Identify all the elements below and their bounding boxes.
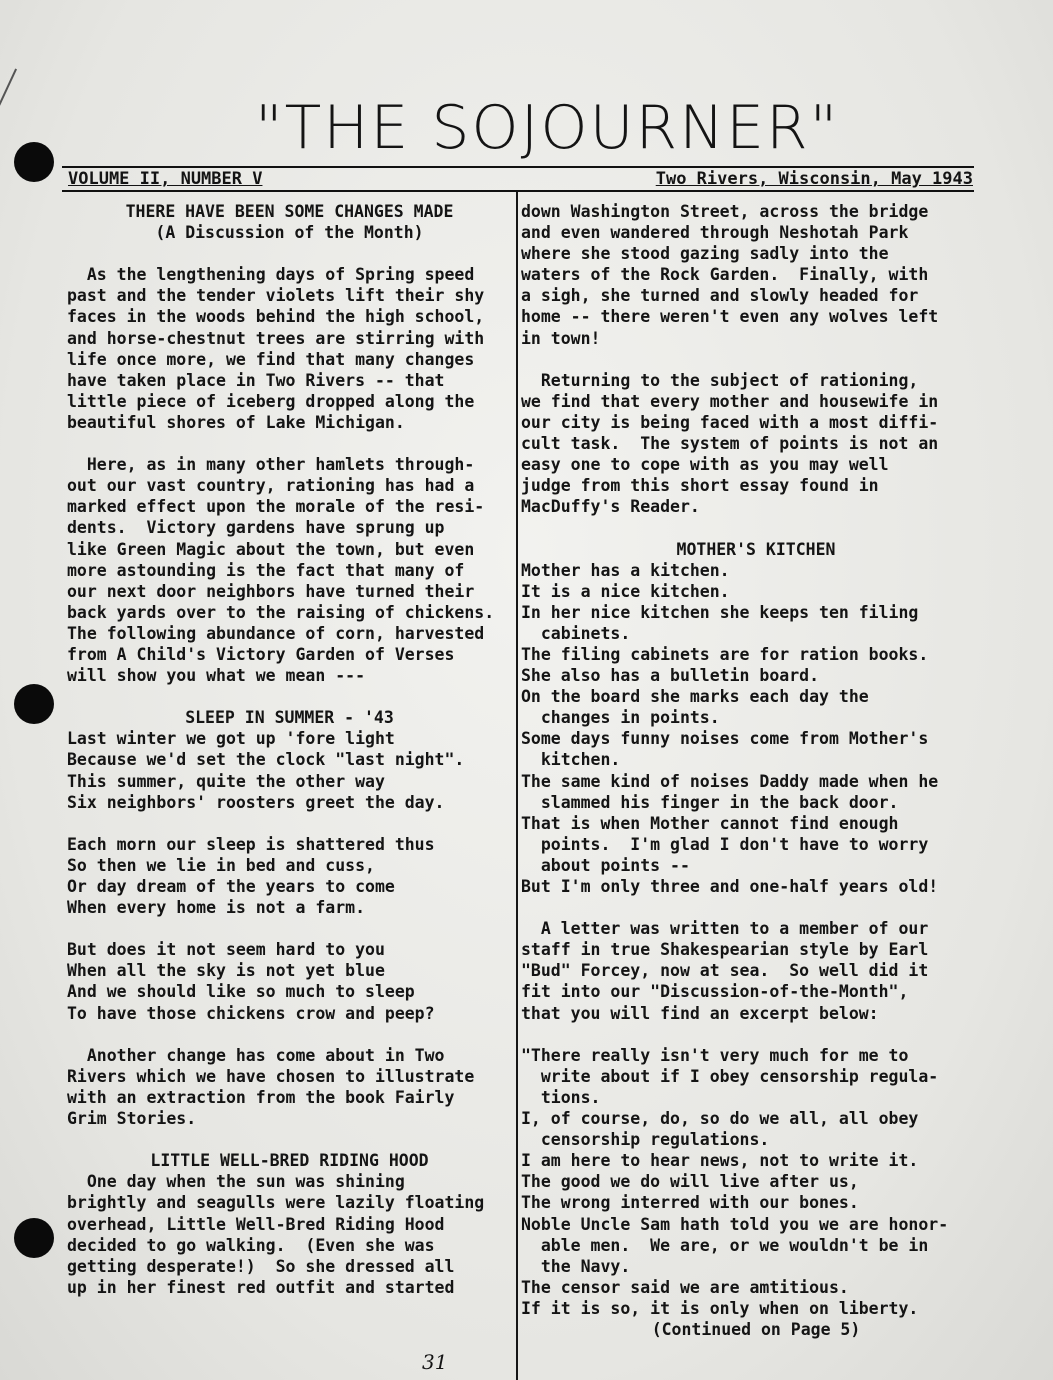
text-line: Because we'd set the clock "last night". <box>67 750 465 770</box>
text-line: Rivers which we have chosen to illustrate <box>67 1066 475 1086</box>
text-line: easy one to cope with as you may well <box>521 455 889 475</box>
text-line: "There really isn't very much for me to <box>521 1045 909 1065</box>
text-line: slammed his finger in the back door. <box>521 792 899 812</box>
text-line: This summer, quite the other way <box>67 771 385 791</box>
text-line: faces in the woods behind the high school, <box>67 307 485 327</box>
text-line: But does it not seem hard to you <box>67 940 385 960</box>
text-line: cabinets. <box>521 623 631 643</box>
text-line: (Continued on Page 5) <box>651 1319 861 1339</box>
text-line: decided to go walking. (Even she was <box>67 1235 435 1255</box>
text-line: Another change has come about in Two <box>67 1045 445 1065</box>
text-line: points. I'm glad I don't have to worry <box>521 834 929 854</box>
text-line: getting desperate!) So she dressed all <box>67 1256 455 1276</box>
text-line: little piece of iceberg dropped along the <box>67 391 475 411</box>
text-line: She also has a bulletin board. <box>521 666 820 686</box>
text-line: kitchen. <box>521 750 621 770</box>
text-line <box>521 517 991 538</box>
text-line: So then we lie in bed and cuss, <box>67 855 375 875</box>
text-line: If it is so, it is only when on liberty. <box>521 1298 919 1318</box>
text-line <box>521 897 991 918</box>
text-line: (A Discussion of the Month) <box>155 223 424 243</box>
page-number: 31 <box>422 1350 448 1374</box>
text-line: overhead, Little Well-Bred Riding Hood <box>67 1214 445 1234</box>
text-line: more astounding is the fact that many of <box>67 560 465 580</box>
text-line: our next door neighbors have turned their <box>67 581 475 601</box>
text-line: "Bud" Forcey, now at sea. So well did it <box>521 961 929 981</box>
text-line: and horse-chestnut trees are stirring with <box>67 328 485 348</box>
text-line: marked effect upon the morale of the resi- <box>67 497 485 517</box>
text-line: a sigh, she turned and slowly headed for <box>521 286 919 306</box>
text-line: beautiful shores of Lake Michigan. <box>67 412 405 432</box>
text-line: in town! <box>521 328 601 348</box>
text-line: judge from this short essay found in <box>521 476 879 496</box>
text-line: Some days funny noises come from Mother's <box>521 729 929 749</box>
pen-mark <box>0 68 30 111</box>
dateline: Two Rivers, Wisconsin, May 1943 <box>655 169 973 189</box>
text-line: changes in points. <box>521 708 720 728</box>
text-line: On the board she marks each day the <box>521 687 869 707</box>
text-line <box>67 686 512 707</box>
text-line: cult task. The system of points is not an <box>521 434 939 454</box>
text-line: we find that every mother and housewife in <box>521 391 939 411</box>
text-line: The filing cabinets are for ration books. <box>521 644 929 664</box>
text-line <box>521 1024 991 1045</box>
text-line: Noble Uncle Sam hath told you we are honor- <box>521 1214 949 1234</box>
text-line: about points -- <box>521 855 690 875</box>
left-column <box>67 201 512 1298</box>
text-line: able men. We are, or we wouldn't be in <box>521 1235 929 1255</box>
text-line: tions. <box>521 1087 601 1107</box>
text-line: with an extraction from the book Fairly <box>67 1087 455 1107</box>
text-line: waters of the Rock Garden. Finally, with <box>521 265 929 285</box>
text-line: censorship regulations. <box>521 1130 770 1150</box>
text-line: past and the tender violets lift their shy <box>67 286 485 306</box>
text-line: MacDuffy's Reader. <box>521 497 700 517</box>
text-line: The following abundance of corn, harvested <box>67 623 485 643</box>
text-line: up in her finest red outfit and started <box>67 1277 455 1297</box>
text-line <box>67 918 512 939</box>
text-line: A letter was written to a member of our <box>521 919 929 939</box>
text-line <box>67 243 512 264</box>
text-line: down Washington Street, across the bridge <box>521 202 929 221</box>
text-line: out our vast country, rationing has had a <box>67 476 475 496</box>
text-line: dents. Victory gardens have sprung up <box>67 518 445 538</box>
text-line: THERE HAVE BEEN SOME CHANGES MADE <box>125 202 454 221</box>
right-column <box>521 201 991 1340</box>
text-line: The same kind of noises Daddy made when he <box>521 771 939 791</box>
text-line <box>521 349 991 370</box>
text-line: The censor said we are amtitious. <box>521 1277 849 1297</box>
text-line: from A Child's Victory Garden of Verses <box>67 644 455 664</box>
volume-number: VOLUME II, NUMBER V <box>68 169 263 189</box>
text-line: our city is being faced with a most diffi- <box>521 412 939 432</box>
text-line: The wrong interred with our bones. <box>521 1193 859 1213</box>
text-line <box>67 1129 512 1150</box>
text-line: the Navy. <box>521 1256 631 1276</box>
text-line: I, of course, do, so do we all, all obey <box>521 1109 919 1129</box>
text-line: MOTHER'S KITCHEN <box>676 539 836 559</box>
text-line: And we should like so much to sleep <box>67 982 415 1002</box>
text-line: I am here to hear news, not to write it. <box>521 1151 919 1171</box>
text-line: In her nice kitchen she keeps ten filing <box>521 602 919 622</box>
masthead-title: "THE SOJOURNER" <box>255 93 840 163</box>
text-line: have taken place in Two Rivers -- that <box>67 370 445 390</box>
text-line: Here, as in many other hamlets through- <box>67 455 475 475</box>
text-line: But I'm only three and one-half years old! <box>521 877 939 896</box>
text-line: where she stood gazing sadly into the <box>521 244 889 264</box>
text-line: will show you what we mean --- <box>67 666 366 686</box>
text-line: Last winter we got up 'fore light <box>67 729 395 749</box>
punch-hole <box>14 684 54 724</box>
text-line: When all the sky is not yet blue <box>67 961 385 981</box>
text-line: staff in true Shakespearian style by Earl <box>521 940 929 960</box>
column-divider <box>516 192 518 1380</box>
text-line <box>67 813 512 834</box>
text-line: It is a nice kitchen. <box>521 581 730 601</box>
text-line: One day when the sun was shining <box>67 1172 405 1192</box>
text-line: back yards over to the raising of chickens. <box>67 602 495 622</box>
text-line: Six neighbors' roosters greet the day. <box>67 792 445 812</box>
text-line <box>67 433 512 454</box>
text-line: SLEEP IN SUMMER - '43 <box>185 708 394 728</box>
text-line: that you will find an excerpt below: <box>521 1003 879 1023</box>
text-line: Returning to the subject of rationing, <box>521 370 919 390</box>
text-line: Or day dream of the years to come <box>67 877 395 896</box>
text-line: and even wandered through Neshotah Park <box>521 223 909 243</box>
header-rule <box>62 190 974 192</box>
text-line: The good we do will live after us, <box>521 1172 859 1192</box>
text-line: That is when Mother cannot find enough <box>521 813 899 833</box>
text-line: Mother has a kitchen. <box>521 560 730 580</box>
text-line: Each morn our sleep is shattered thus <box>67 834 435 854</box>
masthead-rule <box>62 166 974 168</box>
text-line <box>67 1024 512 1045</box>
text-line: Grim Stories. <box>67 1109 197 1129</box>
text-line: To have those chickens crow and peep? <box>67 1003 435 1023</box>
punch-hole <box>14 142 54 182</box>
text-line: LITTLE WELL-BRED RIDING HOOD <box>150 1151 429 1171</box>
text-line: life once more, we find that many changes <box>67 349 475 369</box>
text-line: write about if I obey censorship regula- <box>521 1066 939 1086</box>
text-line: As the lengthening days of Spring speed <box>67 265 475 285</box>
punch-hole <box>14 1218 54 1258</box>
text-line: fit into our "Discussion-of-the-Month", <box>521 982 909 1002</box>
text-line: When every home is not a farm. <box>67 898 366 918</box>
text-line: home -- there weren't even any wolves left <box>521 307 939 327</box>
text-line: brightly and seagulls were lazily floating <box>67 1193 485 1213</box>
text-line: like Green Magic about the town, but even <box>67 539 475 559</box>
